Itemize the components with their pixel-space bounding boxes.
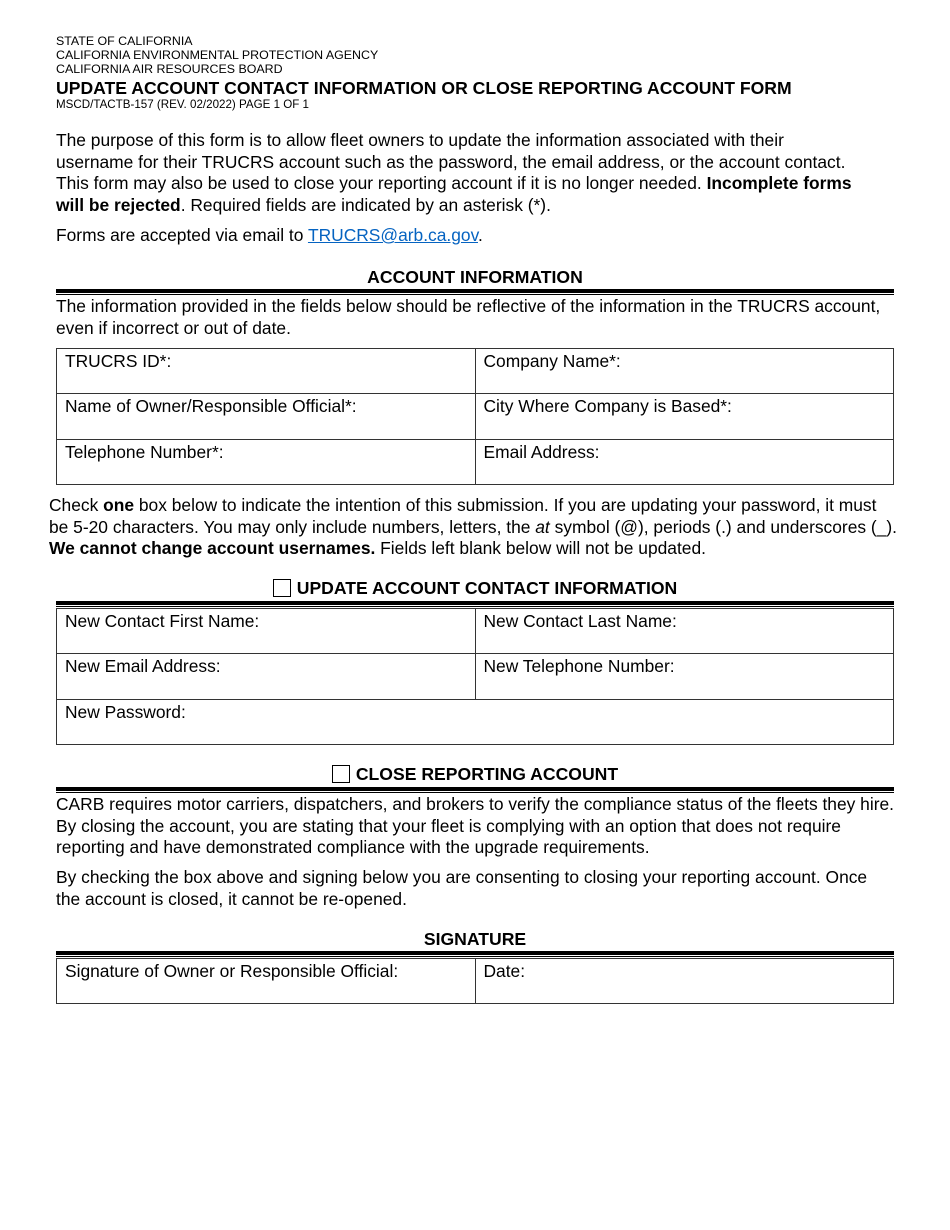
close-account-heading <box>56 764 894 784</box>
close-account-title: CLOSE REPORTING ACCOUNT <box>355 764 619 784</box>
table-row <box>57 699 894 744</box>
signature-rule <box>56 951 894 957</box>
company-city-field[interactable]: City Where Company is Based*: <box>475 394 894 439</box>
instructions-text: symbol (@), periods (.) and underscores (_). <box>549 516 897 537</box>
board-name: CALIFORNIA AIR RESOURCES BOARD <box>56 62 283 77</box>
instructions-text: Check <box>49 495 104 515</box>
form-number: MSCD/TACTB-157 (REV. 02/2022) PAGE 1 OF 1 <box>56 97 310 111</box>
table-row <box>57 609 894 654</box>
new-email-field[interactable]: New Email Address: <box>57 654 476 699</box>
email-link[interactable]: TRUCRS@arb.ca.gov <box>307 225 478 245</box>
account-info-note: The information provided in the fields below should be reflective of the information in the TRUCRS account, even if incorrect or out of date. <box>56 296 881 338</box>
update-contact-title: UPDATE ACCOUNT CONTACT INFORMATION <box>296 578 678 598</box>
email-field[interactable]: Email Address: <box>475 439 894 484</box>
state-name: STATE OF CALIFORNIA <box>56 34 193 48</box>
intro-text-after: . Required fields are indicated by an asterisk (*). <box>180 195 551 216</box>
intro-text: The purpose of this form is to allow fleet owners to update the information associated with their username for their TRUCRS account such as the password, the email address, or the account contact. This form may also be used to close your reporting account if it is no longer needed. <box>56 130 846 194</box>
agency-name: CALIFORNIA ENVIRONMENTAL PROTECTION AGENCY <box>56 48 379 63</box>
account-info-heading: ACCOUNT INFORMATION <box>367 267 583 287</box>
intro-paragraph <box>56 130 856 217</box>
update-contact-heading <box>56 578 894 598</box>
telephone-field[interactable]: Telephone Number*: <box>57 439 476 484</box>
instructions-bold: one <box>103 495 135 515</box>
new-last-name-field[interactable]: New Contact Last Name: <box>475 609 894 654</box>
instructions-italic: at <box>535 516 550 537</box>
new-first-name-field[interactable]: New Contact First Name: <box>57 609 476 654</box>
account-info-table <box>56 348 894 485</box>
email-prefix: Forms are accepted via email to <box>56 225 308 245</box>
close-account-paragraph-1: CARB requires motor carriers, dispatchers, and brokers to verify the compliance status of the fleets they hire. By closing the account, you are stating that your fleet is complying with an option that does not require reporting and have demonstrated compliance with the upgrade requirements. <box>56 794 895 858</box>
trucrs-id-field[interactable]: TRUCRS ID*: <box>57 349 476 394</box>
new-telephone-field[interactable]: New Telephone Number: <box>475 654 894 699</box>
signature-heading: SIGNATURE <box>423 929 527 949</box>
table-row <box>57 959 894 1004</box>
update-contact-rule <box>56 601 894 607</box>
close-account-rule <box>56 787 894 793</box>
form-title: UPDATE ACCOUNT CONTACT INFORMATION OR CLOSE REPORTING ACCOUNT FORM <box>56 77 792 98</box>
table-row <box>57 394 894 439</box>
instructions-text: Fields left blank below will not be updated. <box>375 538 706 559</box>
company-name-field[interactable]: Company Name*: <box>475 349 894 394</box>
instructions-text: box below to indicate the intention of this submission. If you are updating your password, it must be 5-20 characters. You may only include numbers, letters, the <box>49 495 877 537</box>
email-suffix: . <box>477 225 483 245</box>
date-field[interactable]: Date: <box>475 959 894 1004</box>
instructions-bold: We cannot change account usernames. <box>49 538 376 559</box>
update-contact-table <box>56 608 894 745</box>
intro-bold: Incomplete forms will be rejected <box>56 173 852 216</box>
update-contact-checkbox[interactable] <box>273 579 291 597</box>
close-account-checkbox[interactable] <box>332 765 350 783</box>
table-row <box>57 654 894 699</box>
table-row <box>57 439 894 484</box>
form-header <box>56 34 896 111</box>
close-account-paragraph-2: By checking the box above and signing below you are consenting to closing your reporting account. Once the account is closed, it cannot be re-opened. <box>56 867 868 909</box>
signature-table <box>56 958 894 1004</box>
owner-name-field[interactable]: Name of Owner/Responsible Official*: <box>57 394 476 439</box>
instructions-paragraph <box>49 495 899 560</box>
signature-field[interactable]: Signature of Owner or Responsible Official: <box>57 959 476 1004</box>
table-row <box>57 349 894 394</box>
new-password-field[interactable]: New Password: <box>57 699 894 744</box>
account-info-rule <box>56 289 894 295</box>
email-line <box>56 225 856 247</box>
